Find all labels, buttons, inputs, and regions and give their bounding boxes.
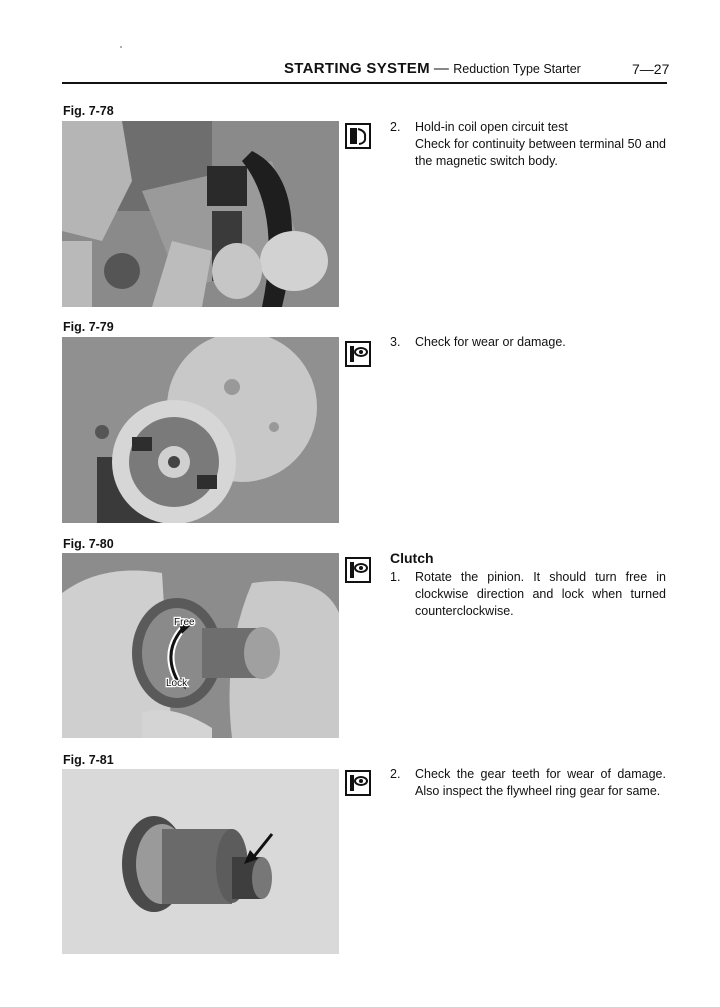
annotation-lock: Lock xyxy=(166,678,188,689)
step-text: Rotate the pinion. It should turn free in clockwise direction and lock when turned counterclockwise. xyxy=(415,570,666,618)
step-number: 3. xyxy=(390,335,401,349)
header-title: STARTING SYSTEM xyxy=(284,60,430,77)
section-heading-clutch: Clutch xyxy=(390,550,434,566)
ohmmeter-test-icon xyxy=(345,123,371,149)
header-rule xyxy=(62,82,667,84)
step-hold-in-coil xyxy=(390,119,666,170)
step-number: 2. xyxy=(390,120,401,134)
step-rotate-pinion xyxy=(390,569,666,620)
step-text: Check for continuity between terminal 50 and the magnetic switch body. xyxy=(415,137,666,168)
figure-label: Fig. 7-81 xyxy=(63,753,114,767)
speck xyxy=(120,46,122,48)
page-number: 7—27 xyxy=(632,61,670,77)
header-dash: — xyxy=(433,60,450,77)
figure-label: Fig. 7-79 xyxy=(63,320,114,334)
figure-label: Fig. 7-80 xyxy=(63,537,114,551)
step-number: 2. xyxy=(390,767,401,781)
step-check-wear xyxy=(390,334,666,351)
figure-photo-brush-holder xyxy=(62,337,339,523)
figure-photo-gear-teeth xyxy=(62,769,339,954)
figure-photo-pinion-rotation xyxy=(62,553,339,738)
step-gear-teeth xyxy=(390,766,666,800)
step-text: Check for wear or damage. xyxy=(415,335,566,349)
step-title: Hold-in coil open circuit test xyxy=(415,120,568,134)
inspect-eye-icon xyxy=(345,557,371,583)
header-subtitle: Reduction Type Starter xyxy=(453,62,581,76)
inspect-eye-icon xyxy=(345,341,371,367)
page-header xyxy=(284,60,581,77)
step-number: 1. xyxy=(390,570,401,584)
figure-label: Fig. 7-78 xyxy=(63,104,114,118)
annotation-free: Free xyxy=(174,617,195,628)
step-text: Check the gear teeth for wear of damage. Also inspect the flywheel ring gear for same. xyxy=(415,767,666,798)
figure-photo-ohmmeter-test xyxy=(62,121,339,307)
inspect-eye-icon xyxy=(345,770,371,796)
